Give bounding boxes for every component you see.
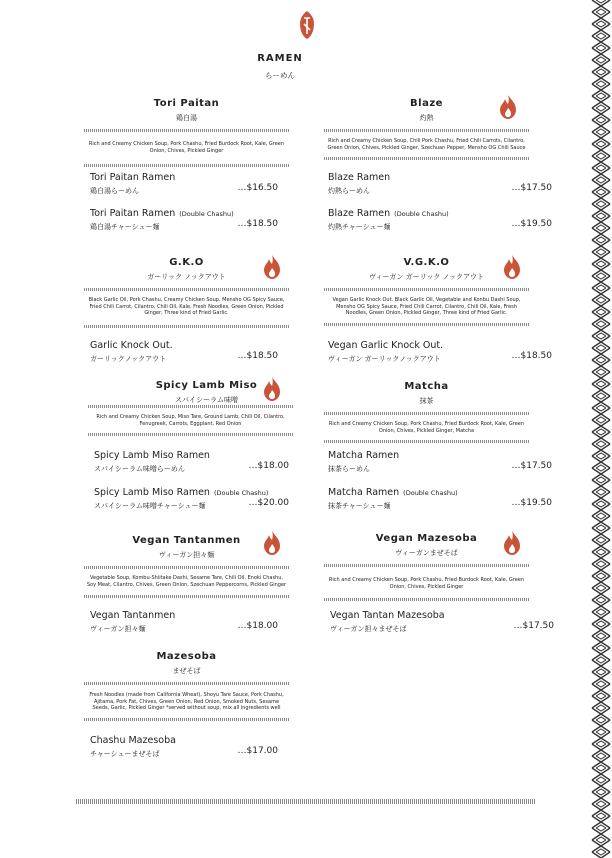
item-price: …$18.50 (511, 351, 552, 361)
item-name: Tori Paitan Ramen (90, 172, 176, 183)
menu-item (94, 450, 299, 474)
section-vegan-tantanmen (84, 535, 289, 598)
dotted-divider (88, 433, 293, 436)
dotted-divider (324, 598, 529, 601)
item-name: Spicy Lamb Miso Ramen (94, 450, 210, 461)
menu-item (328, 487, 552, 511)
item-jp-name: 灼熱チャーシュー麺 (328, 223, 391, 231)
item-jp-name: 鶏白湯チャーシュー麺 (90, 223, 160, 231)
item-price: …$17.50 (513, 621, 554, 631)
section-vegan-mazesoba (324, 533, 529, 601)
dotted-divider (84, 595, 289, 598)
dotted-divider (84, 718, 289, 721)
item-name: Blaze Ramen (328, 208, 391, 219)
dotted-divider (324, 440, 529, 443)
flame-icon (263, 531, 281, 555)
section-subtitle: 抹茶 (419, 397, 434, 405)
item-jp-name: チャーシューまぜそば (90, 750, 160, 758)
dotted-divider (324, 323, 529, 326)
section-title: G.K.O (169, 257, 204, 268)
item-jp-name: 鶏白湯らーめん (90, 187, 139, 195)
item-name: Spicy Lamb Miso Ramen (94, 487, 210, 498)
section-subtitle: ヴィーガン担々麺 (158, 551, 215, 559)
dotted-divider (84, 325, 289, 328)
menu-item (330, 610, 554, 634)
section-subtitle: まぜそば (172, 667, 201, 675)
section-title: Spicy Lamb Miso (155, 380, 258, 391)
section-description: Rich and Creamy Chicken Soup, Pork Chashu, Fried Burdock Root, Kale, Green Onion, Chives, Pickled Ginger (88, 141, 285, 154)
item-price: …$18.00 (237, 621, 278, 631)
menu-title: RAMEN (257, 53, 303, 64)
section-title: Mazesoba (156, 651, 217, 662)
section-title: Vegan Mazesoba (375, 533, 478, 544)
menu-item (90, 340, 295, 364)
item-price: …$17.00 (237, 746, 278, 756)
item-price: …$20.00 (248, 498, 289, 508)
item-price: …$18.50 (237, 351, 278, 361)
section-subtitle: 鶏白湯 (176, 114, 197, 122)
section-description: Black Garlic Oil, Pork Chashu, Creamy Chicken Soup, Mensho OG Spicy Sauce, Fried Chili Carrot, Cilantro, Chili Oil, Kale, Fresh Noodles, Green Onion, Pickled Ginger, Three kind of Fried Garlic. (88, 297, 285, 316)
menu-item (90, 735, 295, 759)
section-gko (84, 257, 289, 328)
item-jp-name: 抹茶らーめん (328, 465, 370, 473)
item-note: (Double Chashu) (213, 489, 269, 497)
dotted-divider (324, 412, 529, 415)
item-price: …$18.00 (248, 461, 289, 471)
menu-item (328, 340, 552, 364)
item-name: Chashu Mazesoba (90, 735, 176, 746)
item-price: …$19.50 (511, 219, 552, 229)
section-subtitle: ヴィーガンまぜそば (395, 549, 458, 557)
menu-item (94, 487, 299, 511)
bottom-divider (76, 799, 536, 804)
item-note: (Double Chashu) (179, 210, 234, 218)
item-name: Tori Paitan Ramen (90, 208, 176, 219)
section-title: Tori Paitan (153, 98, 220, 109)
dotted-divider (88, 405, 293, 408)
dotted-divider (84, 566, 289, 569)
menu-subtitle: らーめん (265, 71, 295, 80)
section-vgko (324, 257, 529, 326)
item-price: …$18.50 (237, 219, 278, 229)
section-title: Vegan Tantanmen (132, 535, 241, 546)
section-description: Vegan Garlic Knock Out. Black Garlic Oil, Vegetable and Konbu Dashi Soup, Mensho OG Spicy Sauce, Fried Chili Carrot, Cilantro, Chili Oil, Kale, Fresh Noodles, Green Onion, Pickled Ginger, Three kind of Fried Garlic. (332, 297, 521, 316)
section-description: Rich and Creamy Chicken Soup, Pork Chashu, Fried Burdock Root, Kale, Green Onion, Chives, Pickled Ginger, Matcha (328, 421, 525, 434)
menu-item (90, 208, 295, 232)
item-name: Blaze Ramen (328, 172, 391, 183)
section-title: V.G.K.O (403, 257, 450, 268)
item-name: Garlic Knock Out. (90, 340, 173, 351)
item-jp-name: スパイシーラム味噌らーめん (94, 465, 185, 473)
section-subtitle: ヴィーガン ガーリック ノックアウト (368, 273, 485, 281)
item-name: Matcha Ramen (328, 450, 400, 461)
item-name: Matcha Ramen (328, 487, 400, 498)
item-name: Vegan Garlic Knock Out. (328, 340, 444, 351)
item-jp-name: ヴィーガン担々麺 (90, 625, 146, 633)
dotted-divider (324, 564, 529, 567)
menu-item (328, 208, 552, 232)
flame-icon (503, 531, 521, 555)
item-price: …$19.50 (511, 498, 552, 508)
item-note: (Double Chashu) (394, 210, 449, 218)
item-note: (Double Chashu) (403, 489, 458, 497)
section-description: Rich and Creamy Chicken Soup, Miso Tare, Ground Lamb, Chili Oil, Cilantro, Fenugreek, Carrots, Eggplant, Red Onion (96, 414, 285, 427)
section-subtitle: スパイシーラム味噌 (175, 396, 238, 404)
flame-icon (503, 255, 521, 279)
pattern-border (590, 0, 612, 858)
section-title: Matcha (404, 381, 449, 392)
section-tori-paitan (84, 98, 289, 167)
item-jp-name: ヴィーガン ガーリックノックアウト (328, 355, 441, 363)
section-description: Rich and Creamy Chicken Soup, Pork Chashu, Fried Burdock Root, Kale, Green Onion, Chives, Pickled Ginger (328, 577, 525, 590)
dotted-divider (84, 682, 289, 685)
section-description: Rich and Creamy Chicken Soup, Chili Pork Chashu, Fried Chili Carrots, Cilantro, Green Onion, Chives, Pickled Ginger, Szechuan Pepper, Mensho OG Chili Sauce (327, 138, 526, 151)
item-jp-name: ガーリックノックアウト (90, 355, 167, 363)
dotted-divider (84, 164, 289, 167)
item-price: …$17.50 (511, 461, 552, 471)
menu-item (90, 610, 295, 634)
dotted-divider (84, 129, 289, 132)
section-description: Fresh Noodles (made from California Wheat), Shoyu Tare Sauce, Pork Chashu, Ajitama, Pork Fat, Chives, Green Onion, Red Onion, Smoked Nuts, Sesame Seeds, Garlic, Pickled Ginger *served without soup, mix all ingredients well (89, 692, 284, 711)
item-jp-name: 灼熱らーめん (328, 187, 370, 195)
section-matcha (324, 381, 529, 443)
flame-icon (499, 95, 517, 119)
menu-item (90, 172, 295, 196)
dotted-divider (324, 288, 529, 291)
section-title: Blaze (410, 98, 443, 109)
section-description: Vegetable Soup, Kombu-Shiitake Dashi, Sesame Tare, Chili Oil, Enoki Chashu, Soy Meat, Cilantro, Chives, Green Onion, Szechuan Peppercorns, Pickled Ginger (86, 575, 287, 588)
mensho-logo-icon (297, 10, 317, 40)
section-subtitle: 灼熱 (419, 114, 434, 122)
dotted-divider (84, 288, 289, 291)
item-name: Vegan Tantan Mazesoba (330, 610, 445, 621)
flame-icon (263, 255, 281, 279)
flame-icon (263, 377, 281, 401)
menu-item (328, 450, 552, 474)
section-spicy-lamb-body (88, 399, 293, 436)
item-price: …$16.50 (237, 183, 278, 193)
menu-item (328, 172, 552, 196)
section-subtitle: ガーリック ノックアウト (147, 273, 226, 281)
item-jp-name: 抹茶チャーシュー麺 (328, 502, 391, 510)
item-price: …$17.50 (511, 183, 552, 193)
item-name: Vegan Tantanmen (90, 610, 176, 621)
dotted-divider (324, 129, 529, 132)
section-mazesoba (84, 651, 289, 721)
item-jp-name: ヴィーガン担々まぜそば (330, 625, 407, 633)
dotted-divider (324, 157, 529, 160)
item-jp-name: スパイシーラム味噌チャーシュー麺 (94, 502, 206, 510)
